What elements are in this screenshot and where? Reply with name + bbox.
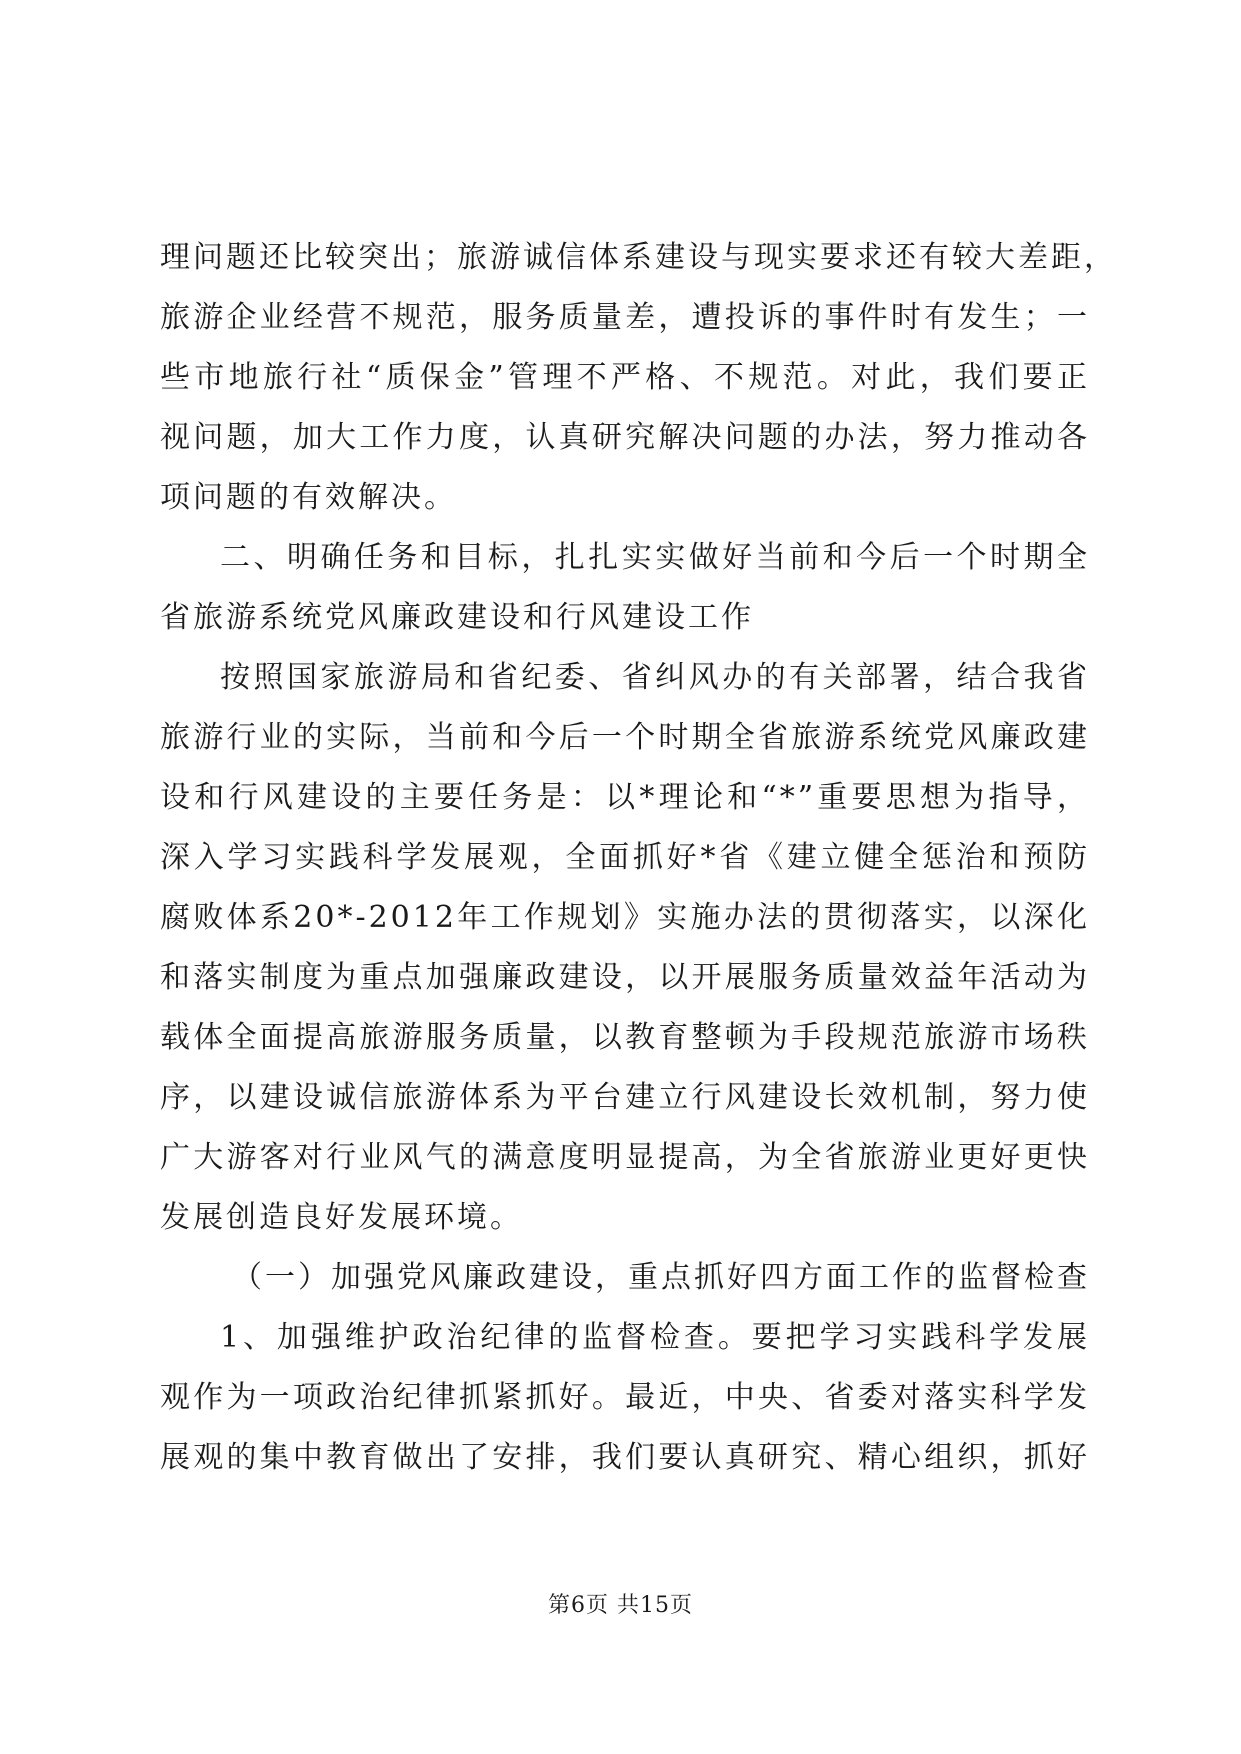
text-line: 展观的集中教育做出了安排，我们要认真研究、精心组织，抓好 [160,1440,1090,1475]
text-line: 载体全面提高旅游服务质量，以教育整顿为手段规范旅游市场秩 [160,1020,1090,1055]
subsection-heading: （一）加强党风廉政建设，重点抓好四方面工作的监督检查 [232,1260,1090,1295]
text-line: 1、加强维护政治纪律的监督检查。要把学习实践科学发展 [220,1320,1090,1355]
document-body [160,228,1117,1488]
section-heading-line: 省旅游系统党风廉政建设和行风建设工作 [160,600,754,635]
text-line: 些市地旅行社“质保金”管理不严格、不规范。对此，我们要正 [160,360,1090,395]
text-line: 发展创造良好发展环境。 [160,1200,523,1235]
text-line: 观作为一项政治纪律抓紧抓好。最近，中央、省委对落实科学发 [160,1380,1090,1415]
text-line: 设和行风建设的主要任务是：以*理论和“*”重要思想为指导， [160,780,1090,815]
text-line: 序，以建设诚信旅游体系为平台建立行风建设长效机制，努力使 [160,1080,1090,1115]
text-line: 深入学习实践科学发展观，全面抓好*省《建立健全惩治和预防 [160,840,1090,875]
text-line: 腐败体系20*-2012年工作规划》实施办法的贯彻落实，以深化 [160,900,1090,935]
text-line: 和落实制度为重点加强廉政建设，以开展服务质量效益年活动为 [160,960,1090,995]
section-heading-line: 二、明确任务和目标，扎扎实实做好当前和今后一个时期全 [220,540,1090,575]
text-line: 项问题的有效解决。 [160,480,457,515]
text-line: 旅游行业的实际，当前和今后一个时期全省旅游系统党风廉政建 [160,720,1090,755]
text-line: 广大游客对行业风气的满意度明显提高，为全省旅游业更好更快 [160,1140,1090,1175]
page-number-footer: 第6页 共15页 [548,1593,693,1618]
text-line: 视问题，加大工作力度，认真研究解决问题的办法，努力推动各 [160,420,1090,455]
text-line: 旅游企业经营不规范，服务质量差，遭投诉的事件时有发生；一 [160,300,1090,335]
text-line: 理问题还比较突出；旅游诚信体系建设与现实要求还有较大差距， [160,240,1117,275]
text-line: 按照国家旅游局和省纪委、省纠风办的有关部署，结合我省 [220,660,1090,695]
